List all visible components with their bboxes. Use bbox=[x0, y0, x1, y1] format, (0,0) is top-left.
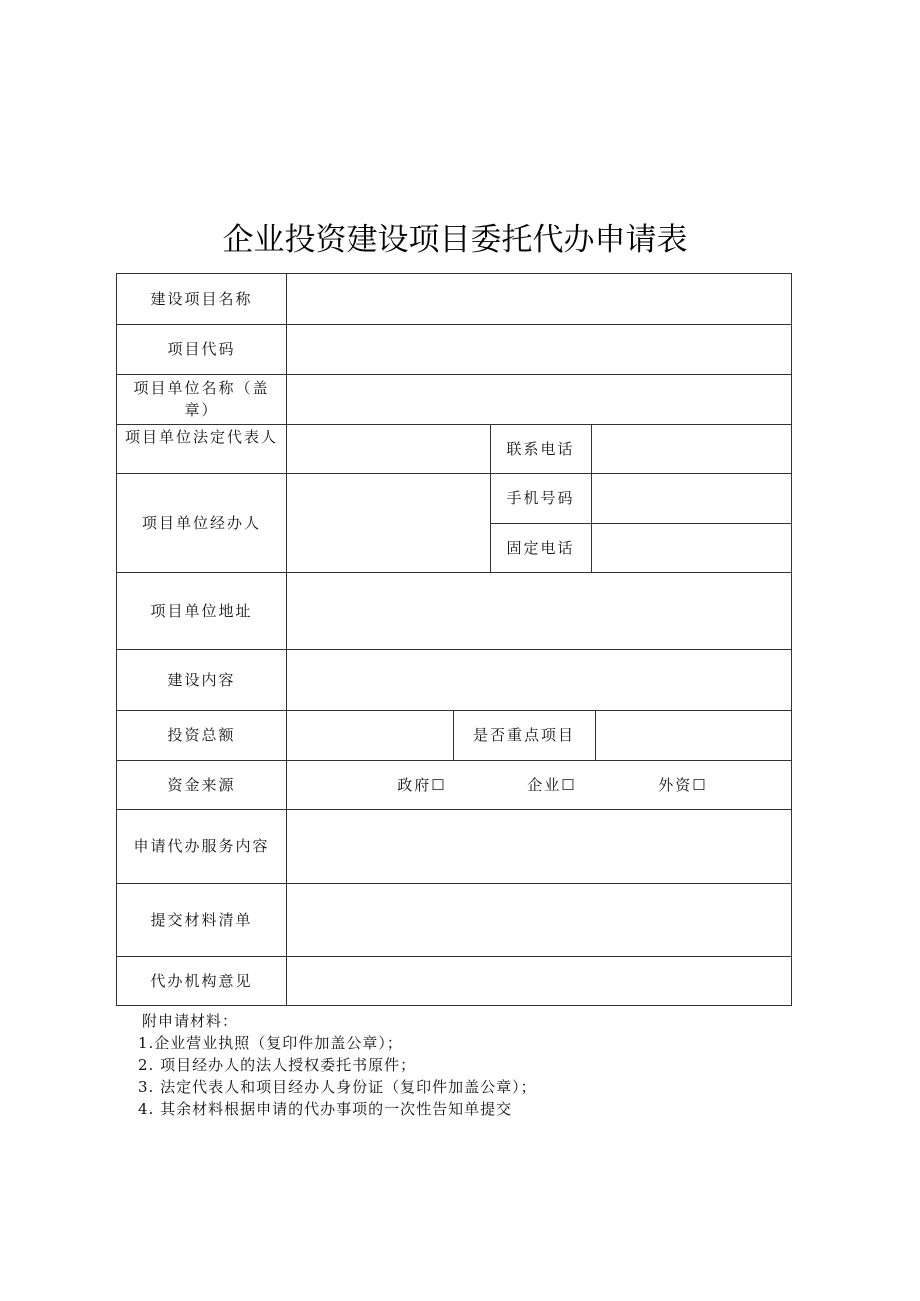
mobile-label: 手机号码 bbox=[506, 489, 575, 507]
fund-option-foreign-checkbox[interactable]: 外资☐ bbox=[658, 775, 708, 794]
project-code-field[interactable] bbox=[287, 324, 791, 374]
handler-field[interactable] bbox=[287, 473, 490, 572]
content-field[interactable] bbox=[287, 649, 791, 710]
service-field[interactable] bbox=[287, 809, 791, 883]
form-title: 企业投资建设项目委托代办申请表 bbox=[222, 222, 688, 258]
landline-field[interactable] bbox=[592, 523, 791, 572]
investment-label: 投资总额 bbox=[167, 726, 236, 744]
agency-opinion-label: 代办机构意见 bbox=[150, 971, 253, 990]
fund-option-government-checkbox[interactable]: 政府☐ bbox=[397, 775, 447, 794]
unit-name-field[interactable] bbox=[287, 374, 791, 424]
address-label: 项目单位地址 bbox=[150, 601, 253, 620]
agency-opinion-field[interactable] bbox=[287, 956, 791, 1005]
materials-field[interactable] bbox=[287, 883, 791, 956]
fund-source-label: 资金来源 bbox=[167, 775, 236, 794]
notes-item: 1.企业营业执照（复印件加盖公章）； bbox=[138, 1034, 403, 1052]
contact-phone-label: 联系电话 bbox=[506, 439, 575, 458]
notes-item: 3. 法定代表人和项目经办人身份证（复印件加盖公章）； bbox=[138, 1078, 537, 1096]
content-label: 建设内容 bbox=[167, 670, 236, 689]
legal-rep-label: 项目单位法定代表人 bbox=[124, 428, 278, 446]
legal-rep-field[interactable] bbox=[287, 424, 490, 473]
unit-name-label: 项目单位名称（盖章） bbox=[133, 379, 270, 419]
notes-heading: 附申请材料： bbox=[142, 1012, 239, 1030]
notes-item: 2. 项目经办人的法人授权委托书原件； bbox=[138, 1056, 417, 1074]
notes-item: 4. 其余材料根据申请的代办事项的一次性告知单提交 bbox=[138, 1100, 513, 1118]
fund-option-enterprise-checkbox[interactable]: 企业☐ bbox=[527, 775, 577, 794]
investment-field[interactable] bbox=[287, 710, 453, 760]
materials-label: 提交材料清单 bbox=[150, 910, 253, 929]
project-name-label: 建设项目名称 bbox=[150, 290, 253, 308]
address-field[interactable] bbox=[287, 572, 791, 649]
attached-materials-notes bbox=[138, 1010, 537, 1120]
handler-label: 项目单位经办人 bbox=[141, 513, 261, 532]
project-code-label: 项目代码 bbox=[167, 340, 236, 358]
key-project-label: 是否重点项目 bbox=[472, 726, 575, 744]
contact-phone-field[interactable] bbox=[592, 424, 791, 473]
project-name-field[interactable] bbox=[287, 274, 791, 324]
service-label: 申请代办服务内容 bbox=[133, 837, 270, 855]
mobile-field[interactable] bbox=[592, 473, 791, 523]
landline-label: 固定电话 bbox=[506, 538, 575, 557]
key-project-field[interactable] bbox=[596, 710, 791, 760]
application-form-table bbox=[116, 273, 792, 1006]
